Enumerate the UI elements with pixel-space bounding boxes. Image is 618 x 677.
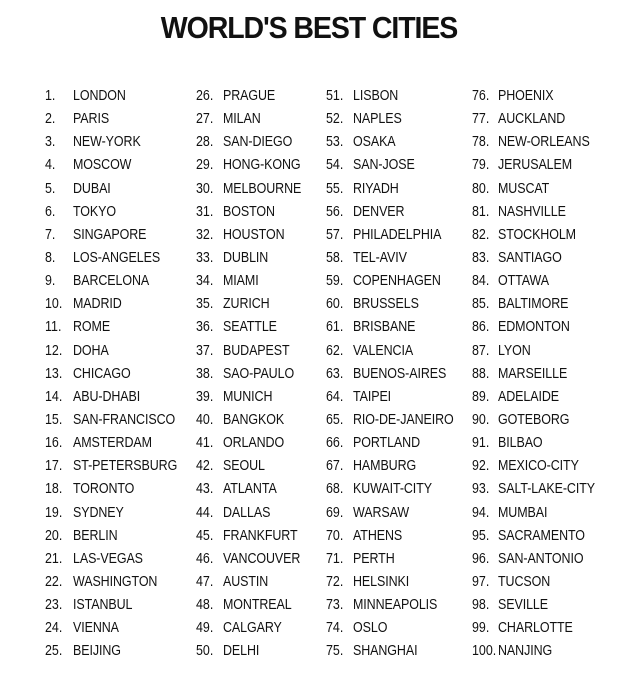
rank-number: 81. <box>472 203 490 220</box>
rank-number: 97. <box>472 573 490 590</box>
city-name: SINGAPORE <box>73 226 147 243</box>
city-name: NAPLES <box>353 111 402 128</box>
rank-number: 37. <box>196 342 214 359</box>
city-name: SAN-FRANCISCO <box>73 411 176 428</box>
rank-number: 52. <box>326 111 344 128</box>
city-name: MILAN <box>223 111 261 128</box>
rank-number: 85. <box>472 296 490 313</box>
rank-number: 21. <box>45 550 63 567</box>
rank-number: 46. <box>196 550 214 567</box>
rank-number: 18. <box>45 481 63 498</box>
rank-number: 86. <box>472 319 490 336</box>
city-name: MUMBAI <box>498 504 548 521</box>
city-name: GOTEBORG <box>498 411 570 428</box>
rank-number: 73. <box>326 597 344 614</box>
city-name: VANCOUVER <box>223 550 301 567</box>
rank-number: 12. <box>45 342 63 359</box>
city-name: BANGKOK <box>223 411 285 428</box>
city-name: NANJING <box>498 643 553 660</box>
city-name: SHANGHAI <box>353 643 418 660</box>
city-name: LOS-ANGELES <box>73 249 161 266</box>
city-name: BILBAO <box>498 435 543 452</box>
city-name: BALTIMORE <box>498 296 569 313</box>
rank-number: 51. <box>326 88 344 104</box>
rank-number: 19. <box>45 504 63 521</box>
rank-number: 59. <box>326 273 344 290</box>
rank-number: 26. <box>196 88 214 104</box>
city-name: DUBLIN <box>223 249 269 266</box>
city-name: MINNEAPOLIS <box>353 597 438 614</box>
city-name: SAN-DIEGO <box>223 134 293 151</box>
rank-number: 63. <box>326 365 344 382</box>
rank-number: 94. <box>472 504 490 521</box>
rank-number: 60. <box>326 296 344 313</box>
rank-number: 64. <box>326 388 344 405</box>
rank-number: 47. <box>196 573 214 590</box>
rank-number: 43. <box>196 481 214 498</box>
city-name: BUENOS-AIRES <box>353 365 447 382</box>
rank-number: 6. <box>45 203 56 220</box>
city-name: FRANKFURT <box>223 527 298 544</box>
city-name: MIAMI <box>223 273 259 290</box>
city-name: LISBON <box>353 88 399 104</box>
city-name: OTTAWA <box>498 273 549 290</box>
city-name: MUNICH <box>223 388 273 405</box>
city-name: AUCKLAND <box>498 111 566 128</box>
rank-number: 14. <box>45 388 63 405</box>
rank-number: 13. <box>45 365 63 382</box>
city-name: MONTREAL <box>223 597 292 614</box>
city-name: SEOUL <box>223 458 265 475</box>
rank-number: 7. <box>45 226 56 243</box>
rank-number: 95. <box>472 527 490 544</box>
city-name: VIENNA <box>73 620 119 637</box>
city-name: MADRID <box>73 296 122 313</box>
rank-number: 31. <box>196 203 214 220</box>
rank-number: 75. <box>326 643 344 660</box>
city-name: RIO-DE-JANEIRO <box>353 411 454 428</box>
rank-number: 56. <box>326 203 344 220</box>
rank-number: 35. <box>196 296 214 313</box>
city-name: NEW-ORLEANS <box>498 134 590 151</box>
rank-number: 27. <box>196 111 214 128</box>
rank-number: 42. <box>196 458 214 475</box>
city-name: TORONTO <box>73 481 135 498</box>
city-name: KUWAIT-CITY <box>353 481 432 498</box>
rank-number: 17. <box>45 458 63 475</box>
city-name: SAO-PAULO <box>223 365 295 382</box>
city-name: JERUSALEM <box>498 157 573 174</box>
rank-number: 48. <box>196 597 214 614</box>
rank-number: 55. <box>326 180 344 197</box>
rank-number: 49. <box>196 620 214 637</box>
rank-number: 67. <box>326 458 344 475</box>
rank-number: 58. <box>326 249 344 266</box>
rank-number: 45. <box>196 527 214 544</box>
city-name: DELHI <box>223 643 260 660</box>
city-name: STOCKHOLM <box>498 226 576 243</box>
rank-number: 2. <box>45 111 56 128</box>
rank-number: 36. <box>196 319 214 336</box>
rank-number: 71. <box>326 550 344 567</box>
city-name: BARCELONA <box>73 273 150 290</box>
city-name: HELSINKI <box>353 573 410 590</box>
city-name: DOHA <box>73 342 109 359</box>
city-name: TOKYO <box>73 203 116 220</box>
city-name: EDMONTON <box>498 319 570 336</box>
rank-number: 8. <box>45 249 56 266</box>
rank-number: 80. <box>472 180 490 197</box>
city-name: BRUSSELS <box>353 296 419 313</box>
rank-number: 68. <box>326 481 344 498</box>
rank-number: 15. <box>45 411 63 428</box>
city-name: RIYADH <box>353 180 399 197</box>
city-name: HOUSTON <box>223 226 285 243</box>
city-name: ATHENS <box>353 527 403 544</box>
city-name: PRAGUE <box>223 88 276 104</box>
page-title: WORLD'S BEST CITIES <box>160 10 458 45</box>
rank-number: 29. <box>196 157 214 174</box>
rank-number: 91. <box>472 435 490 452</box>
rank-number: 70. <box>326 527 344 544</box>
rank-number: 72. <box>326 573 344 590</box>
city-name: SACRAMENTO <box>498 527 585 544</box>
rank-number: 100. <box>472 643 497 660</box>
rank-number: 62. <box>326 342 344 359</box>
rank-number: 53. <box>326 134 344 151</box>
city-name: ISTANBUL <box>73 597 133 614</box>
city-name: PERTH <box>353 550 395 567</box>
rank-number: 25. <box>45 643 63 660</box>
rank-number: 90. <box>472 411 490 428</box>
rank-number: 87. <box>472 342 490 359</box>
city-name: ADELAIDE <box>498 388 559 405</box>
city-name: LAS-VEGAS <box>73 550 143 567</box>
rank-number: 23. <box>45 597 63 614</box>
city-name: SANTIAGO <box>498 249 562 266</box>
rank-number: 34. <box>196 273 214 290</box>
city-name: HONG-KONG <box>223 157 301 174</box>
city-name: PORTLAND <box>353 435 420 452</box>
rank-number: 69. <box>326 504 344 521</box>
rank-number: 78. <box>472 134 490 151</box>
city-name: ROME <box>73 319 111 336</box>
city-name: SYDNEY <box>73 504 124 521</box>
city-name: ATLANTA <box>223 481 277 498</box>
city-name: DENVER <box>353 203 405 220</box>
city-name: ST-PETERSBURG <box>73 458 178 475</box>
city-name: TUCSON <box>498 573 551 590</box>
rank-number: 28. <box>196 134 214 151</box>
rank-number: 41. <box>196 435 214 452</box>
rank-number: 88. <box>472 365 490 382</box>
city-name: NEW-YORK <box>73 134 141 151</box>
rank-number: 39. <box>196 388 214 405</box>
rank-number: 66. <box>326 435 344 452</box>
rank-number: 1. <box>45 88 56 104</box>
rank-number: 65. <box>326 411 344 428</box>
city-name: SAN-JOSE <box>353 157 415 174</box>
rank-number: 93. <box>472 481 490 498</box>
city-name: PARIS <box>73 111 110 128</box>
city-name: LONDON <box>73 88 126 104</box>
rank-number: 11. <box>45 319 62 336</box>
city-name: WARSAW <box>353 504 410 521</box>
rank-number: 32. <box>196 226 214 243</box>
rank-number: 50. <box>196 643 214 660</box>
rank-number: 61. <box>326 319 344 336</box>
city-name: SEVILLE <box>498 597 549 614</box>
rank-number: 99. <box>472 620 490 637</box>
rank-number: 9. <box>45 273 56 290</box>
city-name: OSLO <box>353 620 388 637</box>
rank-number: 92. <box>472 458 490 475</box>
rank-number: 89. <box>472 388 490 405</box>
rank-number: 3. <box>45 134 56 151</box>
city-name: BRISBANE <box>353 319 416 336</box>
rank-number: 54. <box>326 157 344 174</box>
city-name: MOSCOW <box>73 157 132 174</box>
city-name: MARSEILLE <box>498 365 568 382</box>
rank-number: 57. <box>326 226 344 243</box>
city-name: SALT-LAKE-CITY <box>498 481 595 498</box>
rank-number: 82. <box>472 226 490 243</box>
city-name: BEIJING <box>73 643 121 660</box>
city-name: OSAKA <box>353 134 396 151</box>
rank-number: 76. <box>472 88 490 104</box>
rank-number: 96. <box>472 550 490 567</box>
city-name: MEXICO-CITY <box>498 458 579 475</box>
city-name: MELBOURNE <box>223 180 302 197</box>
rank-number: 20. <box>45 527 63 544</box>
city-name: AUSTIN <box>223 573 269 590</box>
city-name: VALENCIA <box>353 342 414 359</box>
city-name: SAN-ANTONIO <box>498 550 584 567</box>
rank-number: 22. <box>45 573 63 590</box>
rank-number: 38. <box>196 365 214 382</box>
city-name: CALGARY <box>223 620 282 637</box>
rank-number: 10. <box>45 296 63 313</box>
city-name: NASHVILLE <box>498 203 566 220</box>
rank-number: 40. <box>196 411 214 428</box>
city-name: COPENHAGEN <box>353 273 441 290</box>
rank-number: 16. <box>45 435 63 452</box>
city-name: TAIPEI <box>353 388 392 405</box>
city-name: MUSCAT <box>498 180 550 197</box>
rank-number: 79. <box>472 157 490 174</box>
city-name: TEL-AVIV <box>353 249 407 266</box>
city-name: HAMBURG <box>353 458 417 475</box>
rank-number: 84. <box>472 273 490 290</box>
rank-number: 77. <box>472 111 490 128</box>
rank-number: 30. <box>196 180 214 197</box>
city-name: SEATTLE <box>223 319 277 336</box>
city-name: BOSTON <box>223 203 275 220</box>
rank-number: 98. <box>472 597 490 614</box>
rank-number: 74. <box>326 620 344 637</box>
city-name: ABU-DHABI <box>73 388 141 405</box>
city-name: DUBAI <box>73 180 111 197</box>
city-name: BUDAPEST <box>223 342 290 359</box>
rank-number: 83. <box>472 249 490 266</box>
rank-number: 5. <box>45 180 56 197</box>
rank-number: 44. <box>196 504 214 521</box>
city-name: DALLAS <box>223 504 271 521</box>
rank-number: 33. <box>196 249 214 266</box>
city-name: CHARLOTTE <box>498 620 573 637</box>
city-name: AMSTERDAM <box>73 435 152 452</box>
city-name: PHOENIX <box>498 88 554 104</box>
city-name: LYON <box>498 342 531 359</box>
rank-number: 4. <box>45 157 56 174</box>
city-name: ORLANDO <box>223 435 285 452</box>
city-name: ZURICH <box>223 296 270 313</box>
city-name: BERLIN <box>73 527 118 544</box>
city-name: WASHINGTON <box>73 573 158 590</box>
city-name: CHICAGO <box>73 365 131 382</box>
city-name: PHILADELPHIA <box>353 226 442 243</box>
rank-number: 24. <box>45 620 63 637</box>
